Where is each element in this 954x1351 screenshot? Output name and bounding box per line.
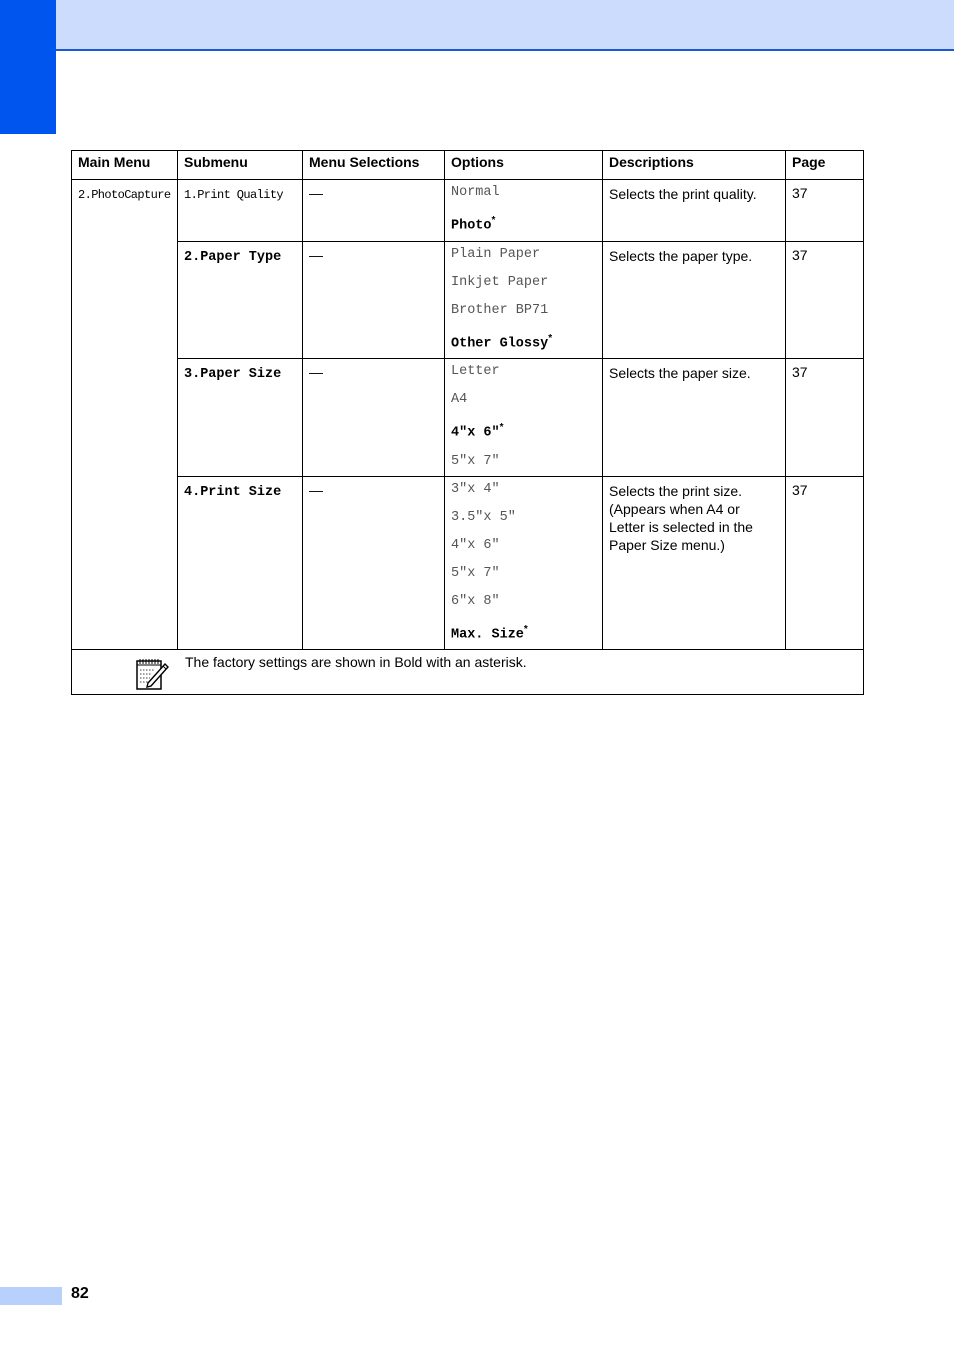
default-asterisk: * <box>523 623 528 635</box>
option-item <box>451 186 596 200</box>
options-cell <box>445 359 603 477</box>
options-cell <box>445 476 603 650</box>
col-header-descriptions: Descriptions <box>603 151 786 180</box>
default-asterisk: * <box>548 332 553 344</box>
submenu-cell <box>178 180 303 242</box>
menu-table <box>71 150 864 695</box>
option-item <box>451 588 596 616</box>
top-header-band <box>0 0 954 51</box>
table-row <box>72 359 864 477</box>
option-item <box>451 325 596 359</box>
submenu-label: 1.Print Quality <box>184 188 284 202</box>
option-label: 4"x 6" <box>451 425 500 441</box>
option-label: 3"x 4" <box>451 481 500 497</box>
page-number: 82 <box>71 1285 89 1302</box>
option-item <box>451 560 596 588</box>
table-header-row <box>72 151 864 180</box>
description-cell: Selects the paper type. <box>603 241 786 359</box>
page-number-bar <box>0 1287 62 1305</box>
option-label: 5"x 7" <box>451 565 500 581</box>
option-label: 6"x 8" <box>451 593 500 609</box>
option-item <box>451 386 596 414</box>
page-cell: 37 <box>786 476 864 650</box>
submenu-cell <box>178 241 303 359</box>
option-label: Inkjet Paper <box>451 274 549 290</box>
col-header-submenu: Submenu <box>178 151 303 180</box>
option-label: Normal <box>451 185 500 200</box>
col-header-options: Options <box>445 151 603 180</box>
selection-cell: — <box>303 241 445 359</box>
option-label: 3.5"x 5" <box>451 509 516 525</box>
note-pencil-icon <box>134 656 170 695</box>
option-item <box>451 504 596 532</box>
submenu-cell <box>178 476 303 650</box>
main-menu-label: 2.PhotoCapture <box>78 188 171 202</box>
option-item <box>451 269 596 297</box>
note-text: The factory settings are shown in Bold with an asterisk. <box>185 654 527 670</box>
chapter-tab <box>0 0 56 134</box>
options-cell <box>445 241 603 359</box>
option-item <box>451 483 596 497</box>
option-item <box>451 207 596 241</box>
submenu-cell <box>178 359 303 477</box>
option-label: Letter <box>451 364 500 379</box>
option-label: 5"x 7" <box>451 453 500 469</box>
option-item <box>451 448 596 476</box>
note-cell <box>72 650 864 695</box>
submenu-label: 2.Paper Type <box>184 249 282 265</box>
selection-cell: — <box>303 476 445 650</box>
selection-cell: — <box>303 180 445 242</box>
option-label: Other Glossy <box>451 336 549 351</box>
option-label: Max. Size <box>451 627 524 642</box>
option-item <box>451 532 596 560</box>
main-menu-cell <box>72 180 178 650</box>
default-asterisk: * <box>491 215 496 226</box>
description-cell: Selects the print size. (Appears when A4 or Letter is selected in the Paper Size menu.) <box>603 476 786 650</box>
page-cell: 37 <box>786 180 864 242</box>
description-cell: Selects the print quality. <box>603 180 786 242</box>
option-label: A4 <box>451 392 468 407</box>
option-item <box>451 414 596 448</box>
submenu-label: 3.Paper Size <box>184 367 282 382</box>
table-row <box>72 180 864 242</box>
option-label: Plain Paper <box>451 246 541 262</box>
option-item <box>451 365 596 379</box>
option-item <box>451 616 596 650</box>
page-cell: 37 <box>786 359 864 477</box>
option-label: Brother BP71 <box>451 302 549 318</box>
col-header-menu-selections: Menu Selections <box>303 151 445 180</box>
default-asterisk: * <box>499 422 504 433</box>
selection-cell: — <box>303 359 445 477</box>
options-cell <box>445 180 603 242</box>
table-row <box>72 241 864 359</box>
col-header-page: Page <box>786 151 864 180</box>
option-label: 4"x 6" <box>451 537 500 553</box>
option-item <box>451 297 596 325</box>
page-cell: 37 <box>786 241 864 359</box>
note-row <box>72 650 864 695</box>
description-cell: Selects the paper size. <box>603 359 786 477</box>
submenu-label: 4.Print Size <box>184 484 282 500</box>
col-header-main-menu: Main Menu <box>72 151 178 180</box>
table-row <box>72 476 864 650</box>
option-item <box>451 248 596 262</box>
option-label: Photo <box>451 218 492 234</box>
